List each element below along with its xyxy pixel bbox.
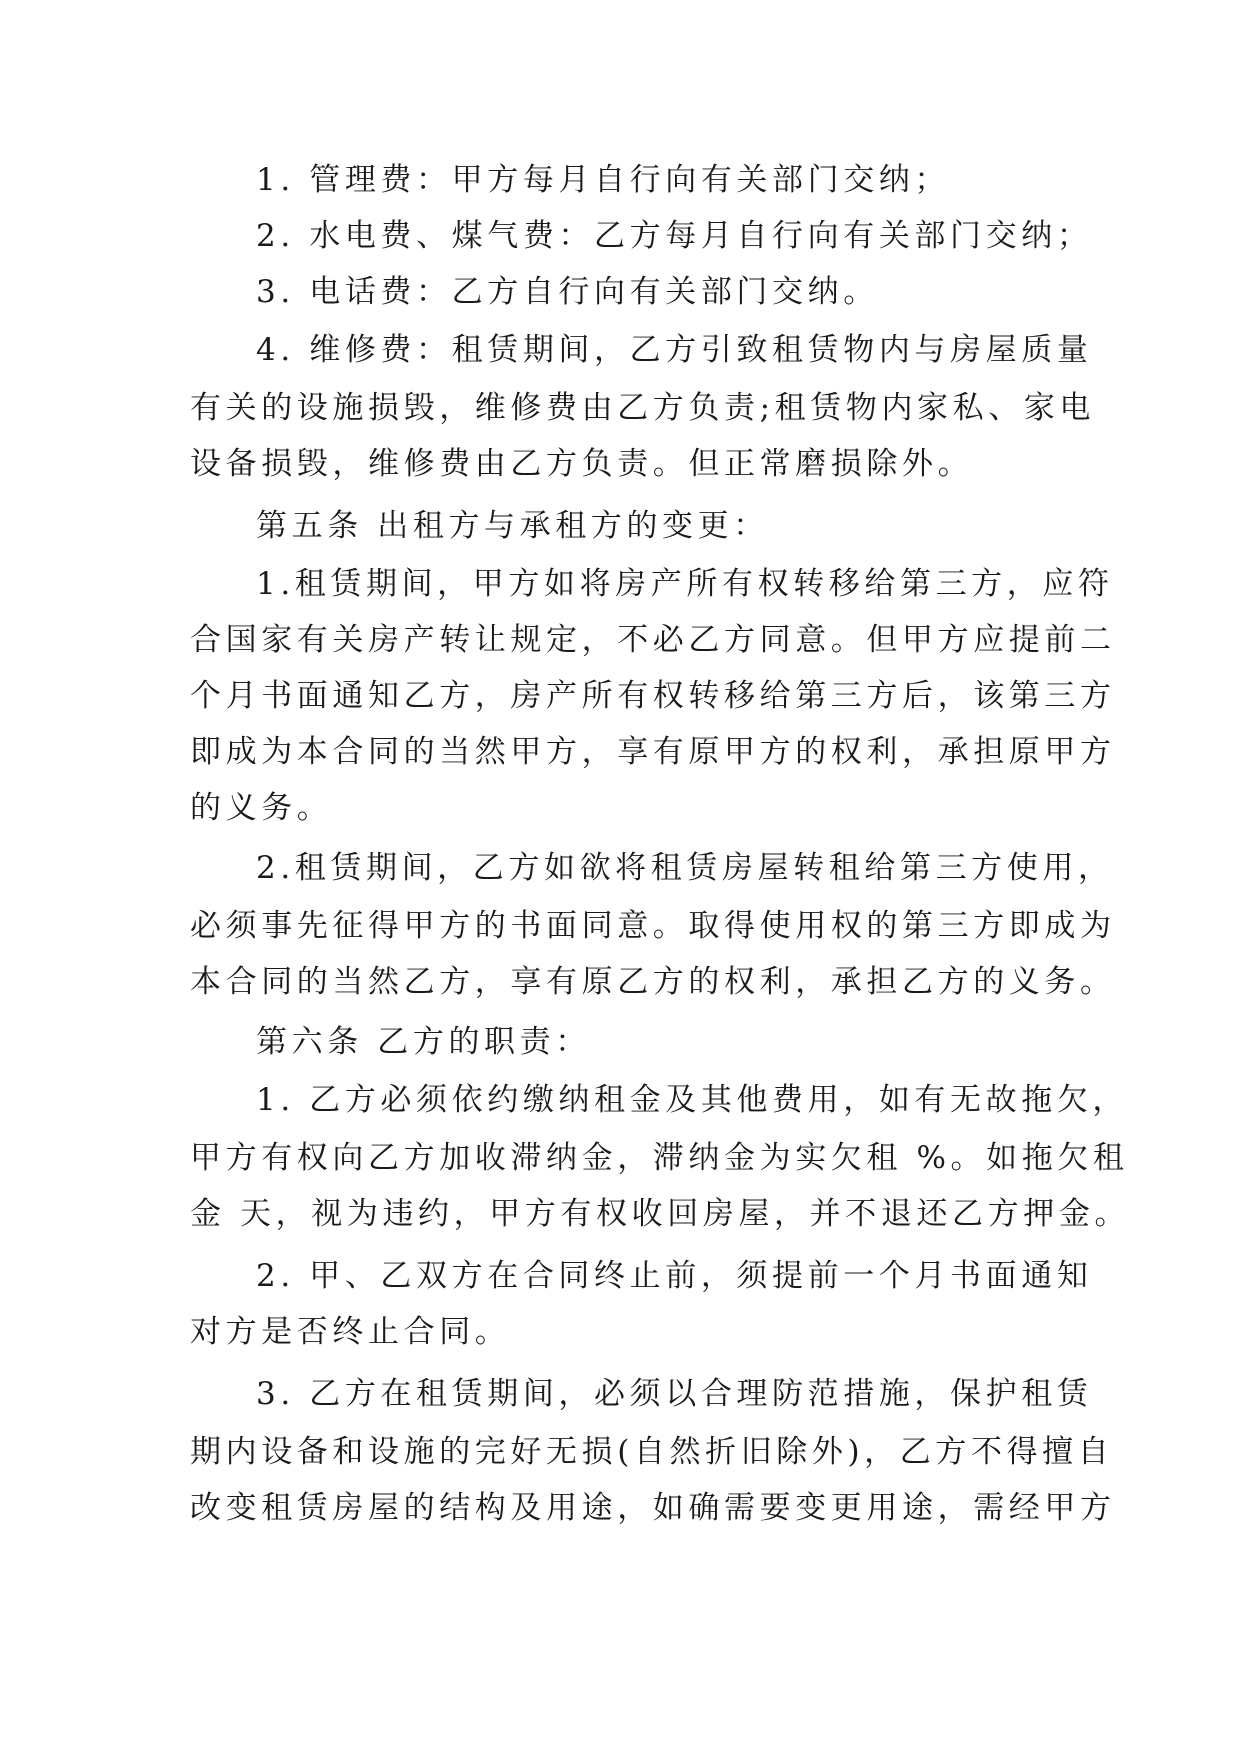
text-line: 个月书面通知乙方，房产所有权转移给第三方后，该第三方 — [190, 678, 1116, 714]
text-line: 期内设备和设施的完好无损(自然折旧除外)，乙方不得擅自 — [190, 1434, 1114, 1470]
text-line: 合国家有关房产转让规定，不必乙方同意。但甲方应提前二 — [190, 622, 1116, 658]
text-line: 2. 水电费、煤气费：乙方每月自行向有关部门交纳； — [256, 218, 1093, 254]
text-line: 本合同的当然乙方，享有原乙方的权利，承担乙方的义务。 — [190, 964, 1116, 1000]
section-heading: 第六条 乙方的职责： — [256, 1024, 591, 1060]
text-line: 2.租赁期间，乙方如欲将租赁房屋转租给第三方使用， — [256, 850, 1114, 886]
text-line: 有关的设施损毁，维修费由乙方负责;租赁物内家私、家电 — [190, 390, 1096, 426]
text-line: 设备损毁，维修费由乙方负责。但正常磨损除外。 — [190, 446, 974, 482]
text-line: 3. 电话费：乙方自行向有关部门交纳。 — [256, 274, 879, 310]
document-body — [190, 160, 1131, 1560]
text-line: 1. 乙方必须依约缴纳租金及其他费用，如有无故拖欠， — [256, 1082, 1129, 1118]
text-line: 甲方有权向乙方加收滞纳金，滞纳金为实欠租 %。如拖欠租 — [190, 1140, 1129, 1176]
text-line: 1. 管理费：甲方每月自行向有关部门交纳； — [256, 162, 951, 198]
text-line: 即成为本合同的当然甲方，享有原甲方的权利，承担原甲方 — [190, 734, 1116, 770]
text-line: 必须事先征得甲方的书面同意。取得使用权的第三方即成为 — [190, 908, 1116, 944]
section-heading: 第五条 出租方与承租方的变更： — [256, 508, 769, 544]
text-line: 2. 甲、乙双方在合同终止前，须提前一个月书面通知 — [256, 1258, 1093, 1294]
text-line: 3. 乙方在租赁期间，必须以合理防范措施，保护租赁 — [256, 1376, 1093, 1412]
text-line: 的义务。 — [190, 790, 333, 826]
text-line: 对方是否终止合同。 — [190, 1314, 511, 1350]
text-line: 4. 维修费：租赁期间，乙方引致租赁物内与房屋质量 — [256, 332, 1093, 368]
text-line: 1.租赁期间，甲方如将房产所有权转移给第三方，应符 — [256, 566, 1114, 602]
text-line: 改变租赁房屋的结构及用途，如确需要变更用途，需经甲方 — [190, 1490, 1116, 1526]
text-line: 金 天，视为违约，甲方有权收回房屋，并不退还乙方押金。 — [190, 1196, 1131, 1232]
